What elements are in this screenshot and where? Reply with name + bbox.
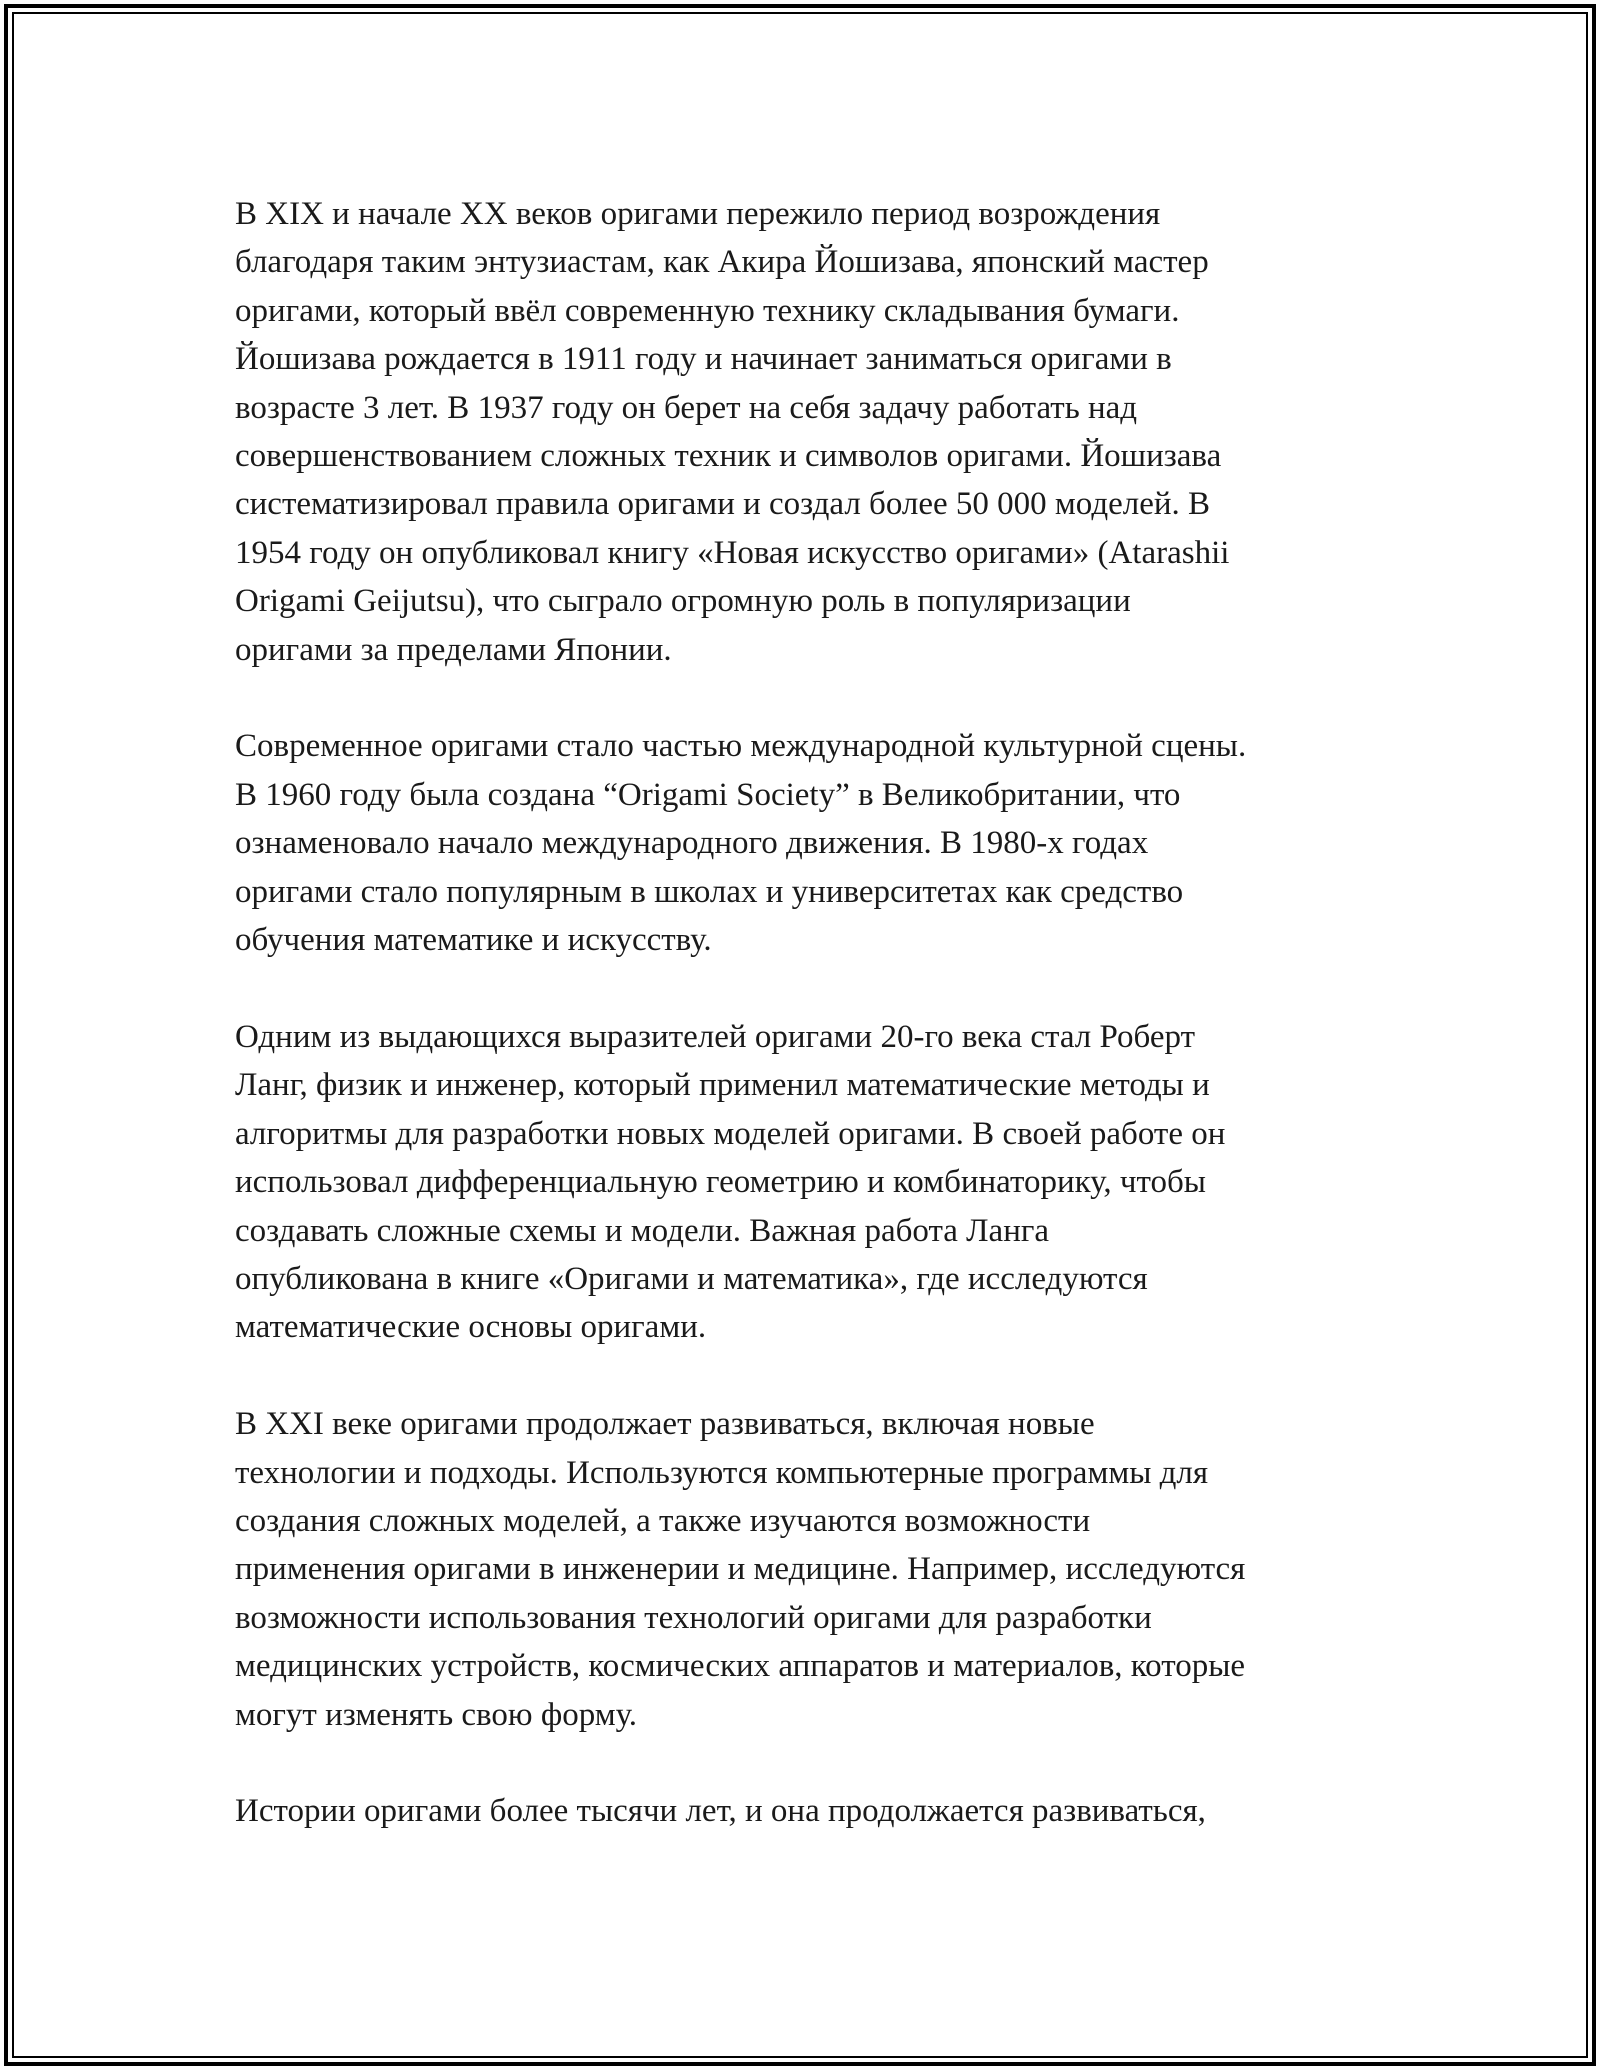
paragraph-2 <box>235 722 1385 964</box>
text-line: оригами, который ввёл современную технику складывания бумаги. <box>235 292 1180 329</box>
text-line: возрасте 3 лет. В 1937 году он берет на себя задачу работать над <box>235 389 1138 426</box>
text-line: Истории оригами более тысячи лет, и она продолжается развиваться, <box>235 1793 1206 1830</box>
text-line: Origami Geijutsu), что сыграло огромную роль в популяризации <box>235 583 1131 620</box>
text-line: систематизировал правила оригами и создал более 50 000 моделей. В <box>235 486 1211 523</box>
paragraph-4 <box>235 1400 1385 1739</box>
text-line: математические основы оригами. <box>235 1309 707 1346</box>
paragraph-3 <box>235 1013 1385 1352</box>
text-line: создавать сложные схемы и модели. Важная работа Ланга <box>235 1212 1050 1249</box>
text-line: В 1960 году была создана “Origami Society” в Великобритании, что <box>235 776 1181 813</box>
text-line: 1954 году он опубликовал книгу «Новая искусство оригами» (Atarashii <box>235 534 1230 571</box>
text-line: Йошизава рождается в 1911 году и начинает заниматься оригами в <box>235 341 1172 378</box>
paragraph-5 <box>235 1787 1385 1835</box>
text-line: медицинских устройств, космических аппаратов и материалов, которые <box>235 1648 1246 1685</box>
text-line: В XXI веке оригами продолжает развиваться, включая новые <box>235 1406 1095 1443</box>
text-line: возможности использования технологий оригами для разработки <box>235 1599 1152 1636</box>
text-line: обучения математике и искусству. <box>235 922 712 959</box>
text-line: Современное оригами стало частью международной культурной сцены. <box>235 728 1247 765</box>
paragraph-1 <box>235 190 1385 674</box>
text-line: благодаря таким энтузиастам, как Акира Йошизава, японский мастер <box>235 244 1209 281</box>
text-line: совершенствованием сложных техник и символов оригами. Йошизава <box>235 438 1222 475</box>
text-line: ознаменовало начало международного движения. В 1980-х годах <box>235 825 1149 862</box>
text-line: Ланг, физик и инженер, который применил математические методы и <box>235 1067 1210 1104</box>
text-line: Одним из выдающихся выразителей оригами 20-го века стал Роберт <box>235 1018 1196 1055</box>
text-line: применения оригами в инженерии и медицине. Например, исследуются <box>235 1551 1246 1588</box>
text-line: использовал дифференциальную геометрию и комбинаторику, чтобы <box>235 1164 1206 1201</box>
text-line: оригами за пределами Японии. <box>235 631 672 668</box>
document-body <box>235 190 1385 1884</box>
text-line: создания сложных моделей, а также изучаются возможности <box>235 1502 1091 1539</box>
text-line: технологии и подходы. Используются компьютерные программы для <box>235 1454 1209 1491</box>
text-line: опубликована в книге «Оригами и математика», где исследуются <box>235 1260 1148 1297</box>
text-line: могут изменять свою форму. <box>235 1696 638 1733</box>
text-line: В XIX и начале XX веков оригами пережило период возрождения <box>235 196 1161 232</box>
text-line: алгоритмы для разработки новых моделей оригами. В своей работе он <box>235 1115 1226 1152</box>
text-line: оригами стало популярным в школах и университетах как средство <box>235 873 1184 910</box>
